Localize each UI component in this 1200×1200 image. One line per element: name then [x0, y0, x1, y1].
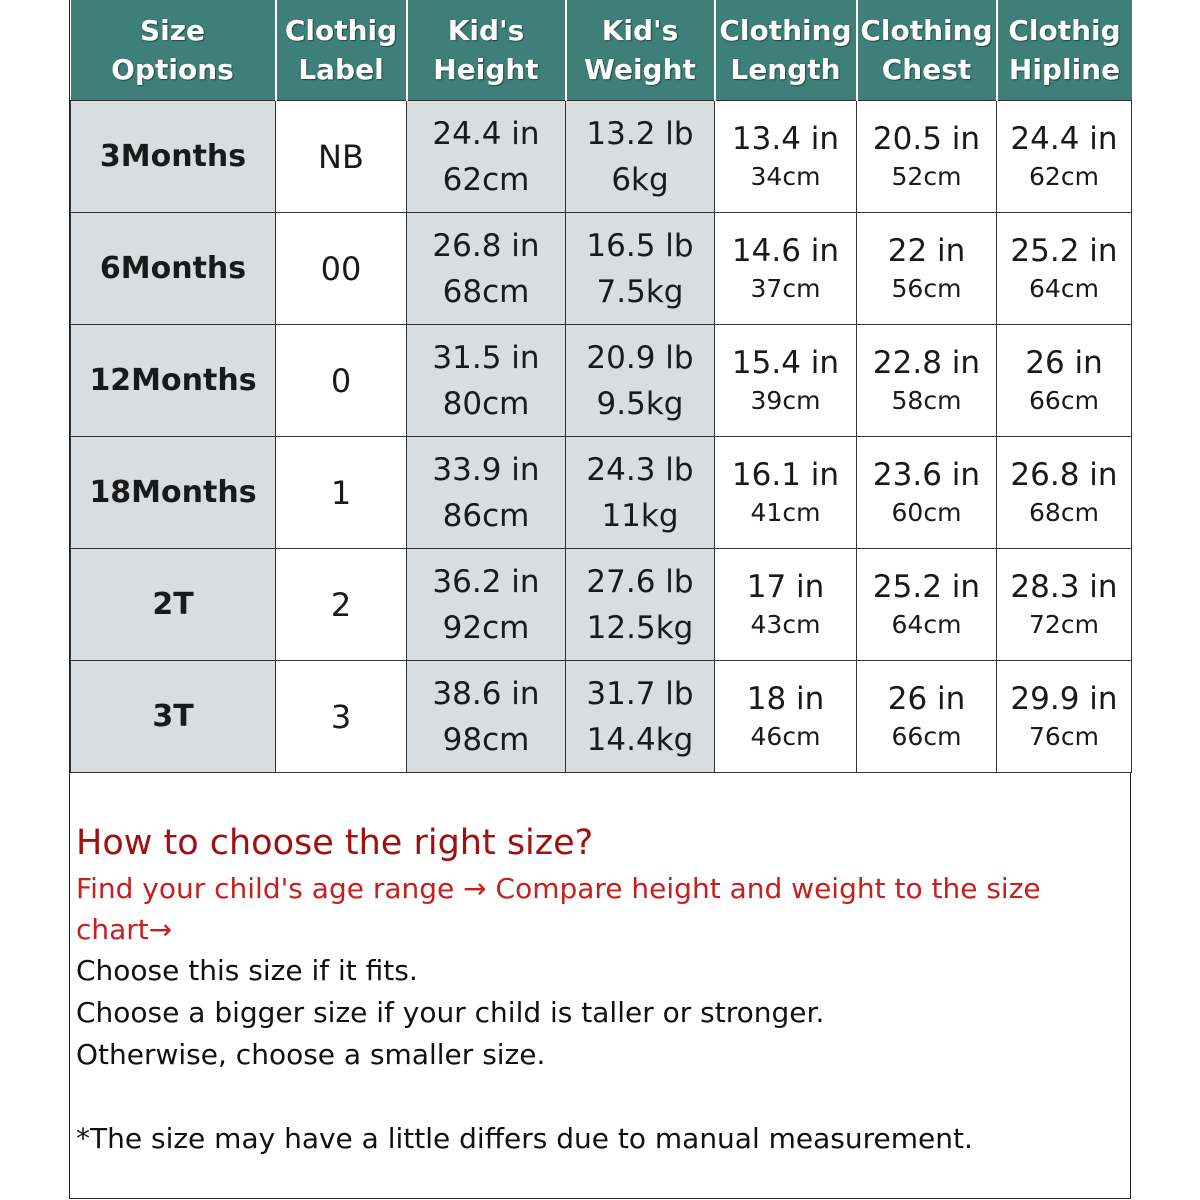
header-clothing-length: Clothing Length [715, 0, 857, 101]
hip-cell: 29.9 in 76cm [997, 661, 1132, 773]
size-chart-container [69, 0, 1131, 1199]
label-cell: 00 [276, 213, 407, 325]
hip-cell: 26.8 in 68cm [997, 437, 1132, 549]
length-cell: 14.6 in 37cm [715, 213, 857, 325]
weight-cell: 27.6 lb 12.5kg [566, 549, 715, 661]
table-row [71, 549, 1132, 661]
table-row [71, 213, 1132, 325]
table-row [71, 101, 1132, 213]
size-cell: 18Months [71, 437, 276, 549]
height-cell: 38.6 in 98cm [407, 661, 566, 773]
length-cell: 13.4 in 34cm [715, 101, 857, 213]
height-cell: 33.9 in 86cm [407, 437, 566, 549]
size-cell: 3T [71, 661, 276, 773]
weight-cell: 13.2 lb 6kg [566, 101, 715, 213]
size-guide [76, 818, 1126, 1160]
chest-cell: 22 in 56cm [857, 213, 997, 325]
hip-cell: 24.4 in 62cm [997, 101, 1132, 213]
guide-question: How to choose the right size? [76, 823, 594, 863]
chest-cell: 20.5 in 52cm [857, 101, 997, 213]
size-cell: 12Months [71, 325, 276, 437]
length-cell: 18 in 46cm [715, 661, 857, 773]
size-cell: 3Months [71, 101, 276, 213]
header-row [71, 0, 1132, 101]
header-clothing-chest: Clothing Chest [857, 0, 997, 101]
chest-cell: 26 in 66cm [857, 661, 997, 773]
guide-line-smaller: Otherwise, choose a smaller size. [76, 1038, 546, 1071]
length-cell: 16.1 in 41cm [715, 437, 857, 549]
guide-line-bigger: Choose a bigger size if your child is taller or stronger. [76, 996, 825, 1029]
size-cell: 6Months [71, 213, 276, 325]
header-size-options: Size Options [71, 0, 276, 101]
measurement-note: *The size may have a little differs due to manual measurement. [76, 1122, 973, 1155]
label-cell: 3 [276, 661, 407, 773]
height-cell: 24.4 in 62cm [407, 101, 566, 213]
chest-cell: 23.6 in 60cm [857, 437, 997, 549]
hip-cell: 26 in 66cm [997, 325, 1132, 437]
label-cell: 0 [276, 325, 407, 437]
hip-cell: 25.2 in 64cm [997, 213, 1132, 325]
header-kids-height: Kid's Height [407, 0, 566, 101]
header-clothing-label: Clothig Label [276, 0, 407, 101]
chest-cell: 25.2 in 64cm [857, 549, 997, 661]
weight-cell: 31.7 lb 14.4kg [566, 661, 715, 773]
weight-cell: 24.3 lb 11kg [566, 437, 715, 549]
guide-line-fits: Choose this size if it fits. [76, 954, 418, 987]
height-cell: 36.2 in 92cm [407, 549, 566, 661]
label-cell: 1 [276, 437, 407, 549]
table-row [71, 437, 1132, 549]
length-cell: 15.4 in 39cm [715, 325, 857, 437]
hip-cell: 28.3 in 72cm [997, 549, 1132, 661]
guide-steps: Find your child's age range → Compare height and weight to the size chart→ [76, 872, 1041, 946]
label-cell: NB [276, 101, 407, 213]
length-cell: 17 in 43cm [715, 549, 857, 661]
weight-cell: 16.5 lb 7.5kg [566, 213, 715, 325]
header-kids-weight: Kid's Weight [566, 0, 715, 101]
height-cell: 26.8 in 68cm [407, 213, 566, 325]
chest-cell: 22.8 in 58cm [857, 325, 997, 437]
header-clothing-hipline: Clothig Hipline [997, 0, 1132, 101]
table-row [71, 325, 1132, 437]
table-row [71, 661, 1132, 773]
weight-cell: 20.9 lb 9.5kg [566, 325, 715, 437]
label-cell: 2 [276, 549, 407, 661]
height-cell: 31.5 in 80cm [407, 325, 566, 437]
size-chart-table [70, 0, 1132, 773]
size-cell: 2T [71, 549, 276, 661]
